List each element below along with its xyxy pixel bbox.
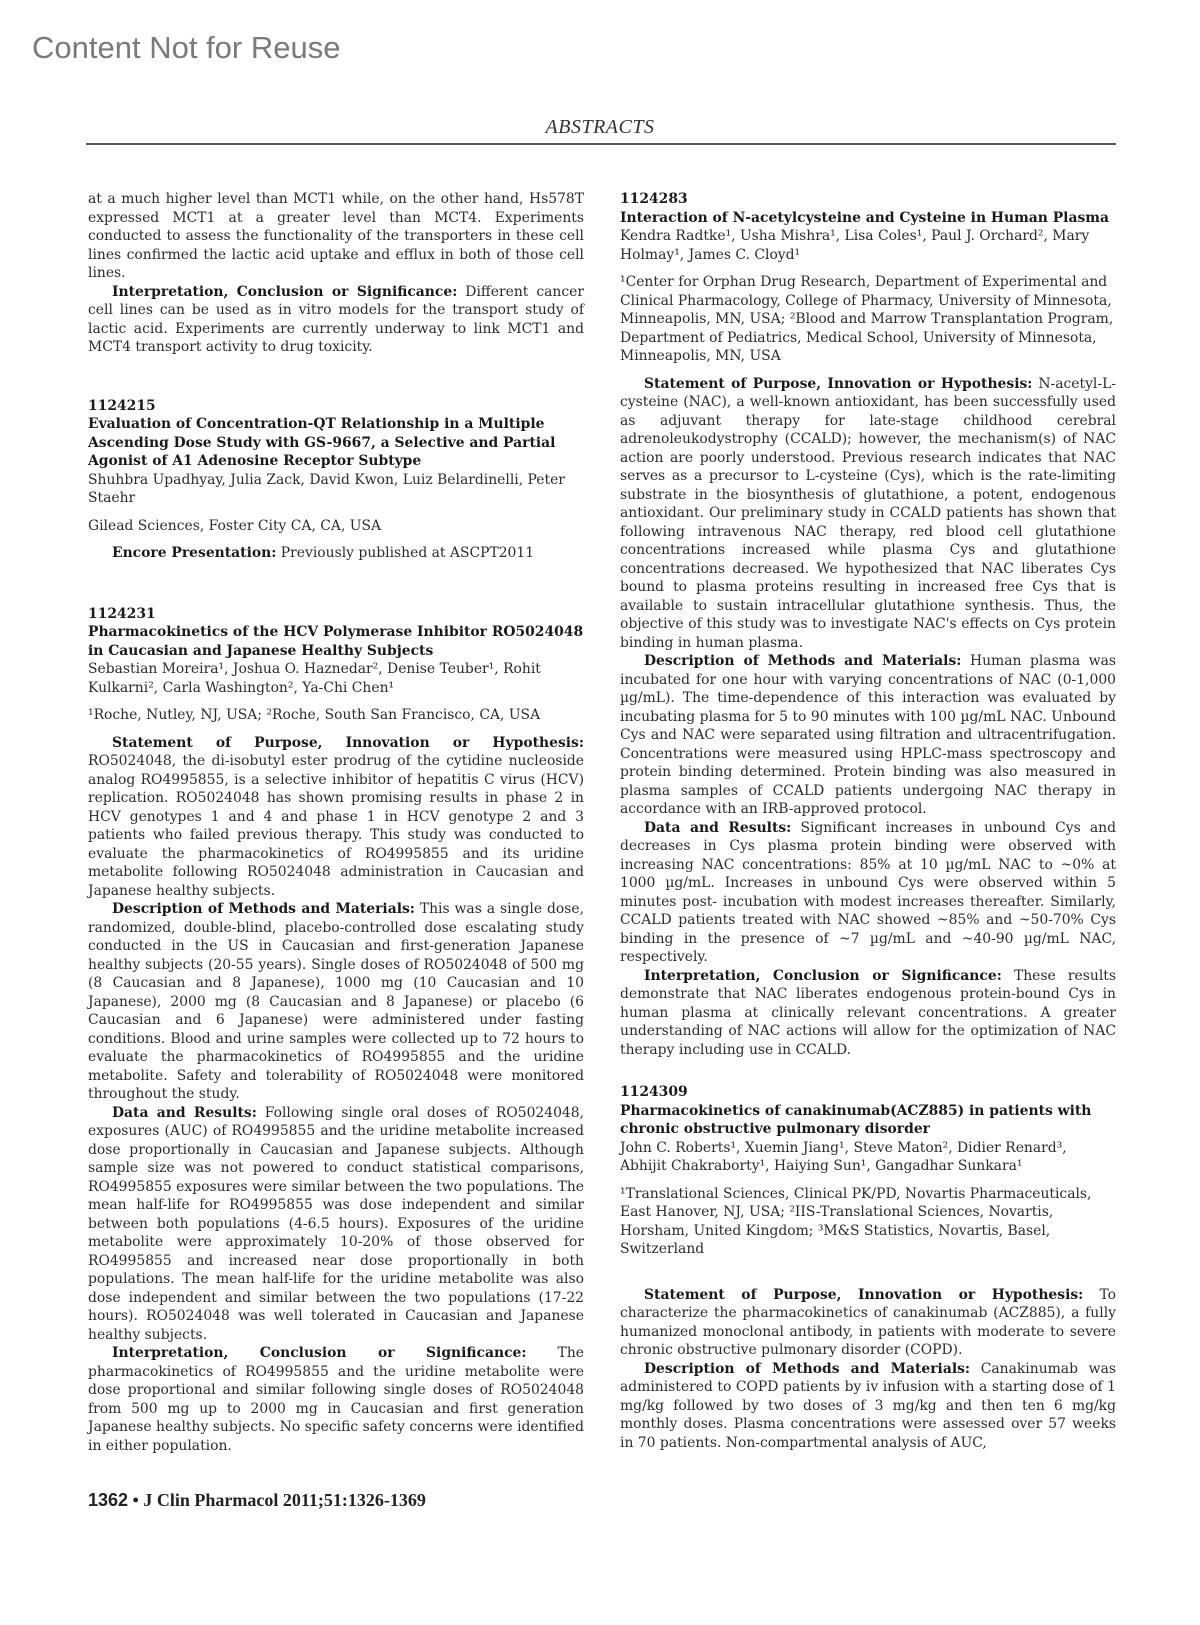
footer-bullet: • [132, 1490, 139, 1510]
section-label: Statement of Purpose, Innovation or Hypothesis: [644, 1286, 1084, 1303]
abstract-1124309 [620, 1083, 1116, 1452]
section-text: This was a single dose, randomized, double-blind, placebo-controlled dose escalating study conducted in the US in Caucasian and first-generation Japanese healthy subjects (20-55 years). Single doses of RO5024048 of 500 mg (8 Caucasian and 8 Japanese), 1000 mg (10 Caucasian and 10 Japanese), 2000 mg (8 Caucasian and 8 Japanese) or placebo (6 Caucasian and 6 Japanese) were administered under fasting conditions. Blood and urine samples were collected up to 72 hours to evaluate the pharmacokinetics of RO4995855 and the uridine metabolite. Safety and tolerability of RO5024048 were monitored throughout the study. [88, 901, 584, 1102]
section-label: Statement of Purpose, Innovation or Hypothesis: [112, 734, 584, 751]
abstract-id: 1124231 [88, 605, 156, 622]
abstract-id: 1124309 [620, 1084, 688, 1100]
abstract-1124231 [88, 605, 584, 1456]
abstract-affiliation: ¹Roche, Nutley, NJ, USA; ²Roche, South San Francisco, CA, USA [88, 707, 541, 723]
methods-section [88, 900, 584, 1104]
section-text: Following single oral doses of RO5024048, exposures (AUC) of RO4995855 and the uridine metabolite increased dose proportionally in Caucasian and Japanese subjects. Although sample size was not powered to conduct statistical comparisons, RO4995855 exposures were similar between the two populations. The mean half-life for RO4995855 was dose independent and similar between both populations (4-6.5 hours). Exposures of the uridine metabolite were approximately 10-20% of those observed for RO4995855 and increased near dose proportionally in both populations. The mean half-life for the uridine metabolite was also dose independent and similar between the two populations (17-22 hours). RO5024048 was well tolerated in Caucasian and Japanese healthy subjects. [88, 1104, 585, 1343]
abstract-affiliation: Gilead Sciences, Foster City CA, CA, USA [88, 517, 382, 534]
abstract-authors: Kendra Radtke¹, Usha Mishra¹, Lisa Coles¹, Paul J. Orchard², Mary Holmay¹, James C. Cloyd¹ [620, 228, 1090, 263]
section-text: Different cancer cell lines can be used as in vitro models for the transport study of lactic acid. Experiments are currently underway to link MCT1 and MCT4 transport activity to drug toxicity. [88, 283, 584, 355]
methods-section [620, 1360, 1116, 1453]
abstract-title: Interaction of N-acetylcysteine and Cysteine in Human Plasma [620, 209, 1109, 226]
abstract-title: Evaluation of Concentration-QT Relationship in a Multiple Ascending Dose Study with GS-9667, a Selective and Partial Agonist of A1 Adenosine Receptor Subtype [88, 416, 556, 469]
left-column [88, 190, 584, 1455]
continued-interpretation [88, 283, 584, 357]
results-section [620, 819, 1116, 967]
abstract-title: Pharmacokinetics of canakinumab(ACZ885) in patients with chronic obstructive pulmonary disorder [620, 1102, 1092, 1137]
section-text: To characterize the pharmacokinetics of canakinumab (ACZ885), a fully humanized monoclonal antibody, in patients with moderate to severe chronic obstructive pulmonary disorder (COPD). [620, 1286, 1116, 1358]
results-section [88, 1104, 584, 1345]
section-label: Data and Results: [644, 819, 792, 836]
abstract-affiliation: ¹Center for Orphan Drug Research, Department of Experimental and Clinical Pharmacology, College of Pharmacy, University of Minnesota, Minneapolis, MN, USA; ²Blood and Marrow Transplantation Program, Department of Pediatrics, Medical School, University of Minnesota, Minneapolis, MN, USA [620, 274, 1114, 364]
abstract-id: 1124215 [88, 397, 156, 414]
abstract-1124215 [88, 397, 584, 563]
running-head: ABSTRACTS [545, 116, 655, 138]
section-label: Description of Methods and Materials: [112, 901, 415, 917]
abstract-authors: Shuhbra Upadhyay, Julia Zack, David Kwon, Luiz Belardinelli, Peter Staehr [88, 471, 565, 506]
section-text: Previously published at ASCPT2011 [276, 545, 535, 561]
page-footer [88, 1490, 426, 1511]
section-text: Canakinumab was administered to COPD patients by iv infusion with a starting dose of 1 mg/kg followed by two doses of 3 mg/kg and then ten 6 mg/kg monthly doses. Plasma concentrations were assessed over 57 weeks in 70 patients. Non-compartmental analysis of AUC, [620, 1360, 1116, 1451]
abstract-authors: John C. Roberts¹, Xuemin Jiang¹, Steve Maton², Didier Renard³, Abhijit Chakraborty¹, Haiying Sun¹, Gangadhar Sunkara¹ [620, 1139, 1067, 1174]
watermark: Content Not for Reuse [32, 30, 341, 65]
section-label: Interpretation, Conclusion or Significance: [112, 1345, 527, 1361]
right-column [620, 190, 1116, 1452]
section-label: Interpretation, Conclusion or Significance: [644, 967, 1002, 984]
section-text: Significant increases in unbound Cys and decreases in Cys plasma protein binding were observed with increasing NAC concentrations: 85% at 10 µg/mL NAC to ~0% at 1000 µg/mL. Increases in unbound Cys were observed within 5 minutes post- incubation with modest increases thereafter. Similarly, CCALD patients treated with NAC showed ~85% and ~50-70% Cys binding in the presence of ~7 µg/mL and ~40-90 µg/mL NAC, respectively. [620, 819, 1116, 965]
page-number: 1362 [88, 1490, 129, 1510]
section-label: Statement of Purpose, Innovation or Hypothesis: [644, 375, 1033, 392]
interpretation-section [620, 967, 1116, 1060]
section-label: Encore Presentation: [112, 545, 277, 561]
interpretation-section [88, 1344, 584, 1455]
section-label: Data and Results: [112, 1104, 257, 1121]
abstract-id: 1124283 [620, 191, 688, 207]
abstract-title: Pharmacokinetics of the HCV Polymerase Inhibitor RO5024048 in Caucasian and Japanese Healthy Subjects [88, 624, 584, 659]
section-label: Description of Methods and Materials: [644, 653, 962, 669]
section-text: Human plasma was incubated for one hour with varying concentrations of NAC (0-1,000 µg/mL). The time-dependence of this interaction was evaluated by incubating plasma for 5 to 90 minutes with 100 µg/mL NAC. Unbound Cys and NAC were separated using filtration and ultracentrifugation. Concentrations were measured using HPLC-mass spectroscopy and protein binding determined. Protein binding was also measured in plasma samples of CCALD patients undergoing NAC therapy in accordance with an IRB-approved protocol. [620, 653, 1117, 817]
purpose-section [88, 734, 584, 901]
encore-presentation [88, 544, 584, 563]
methods-section [620, 652, 1116, 819]
section-text: The pharmacokinetics of RO4995855 and the uridine metabolite were dose proportional and similar following single doses of RO5024048 from 500 mg up to 2000 mg in Caucasian and first generation Japanese healthy subjects. No specific safety concerns were identified in either population. [88, 1345, 584, 1454]
purpose-section [620, 375, 1116, 653]
abstract-affiliation: ¹Translational Sciences, Clinical PK/PD, Novartis Pharmaceuticals, East Hanover, NJ, USA; ²IIS-Translational Sciences, Novartis, Horsham, United Kingdom; ³M&S Statistics, Novartis, Basel, Switzerland [620, 1185, 1092, 1257]
section-text: These results demonstrate that NAC liberates endogenous protein-bound Cys in human plasma at clinically relevant concentrations. A greater understanding of NAC actions will allow for the optimization of NAC therapy including use in CCALD. [620, 967, 1116, 1058]
continued-paragraph: at a much higher level than MCT1 while, on the other hand, Hs578T expressed MCT1 at a greater level than MCT4. Experiments conducted to assess the functionality of the transporters in these cell lines confirmed the lactic acid uptake and efflux in both of those cell lines. [88, 191, 584, 281]
section-text: RO5024048, the di-isobutyl ester prodrug of the cytidine nucleoside analog RO4995855, is a selective inhibitor of hepatitis C virus (HCV) replication. RO5024048 has shown promising results in phase 2 in HCV genotypes 1 and 4 and phase 1 in HCV genotype 2 and 3 patients who failed previous therapy. This study was conducted to evaluate the pharmacokinetics of RO4995855 and its uridine metabolite following RO5024048 administration in Caucasian and Japanese healthy subjects. [88, 753, 584, 899]
purpose-section [620, 1286, 1116, 1360]
section-text: N-acetyl-L-cysteine (NAC), a well-known antioxidant, has been successfully used as adjuvant therapy for late-stage childhood cerebral adrenoleukodystrophy (CCALD); however, the mechanism(s) of NAC action are poorly understood. Previous research indicates that NAC serves as a precursor to L-cysteine (Cys), which is the rate-limiting substrate in the biosynthesis of glutathione, a potent, endogenous antioxidant. Our preliminary study in CCALD patients has shown that following intravenous NAC therapy, red blood cell glutathione concentrations increased while plasma Cys and glutathione concentrations decreased. We hypothesized that NAC liberates Cys bound to plasma proteins resulting in increased free Cys that is available to sustain intracellular glutathione synthesis. Thus, the objective of this study was to investigate NAC's effects on Cys protein binding in human plasma. [620, 375, 1116, 651]
journal-citation: J Clin Pharmacol 2011;51:1326-1369 [143, 1490, 426, 1510]
abstract-1124283 [620, 190, 1116, 1059]
section-label: Interpretation, Conclusion or Significance: [112, 283, 458, 300]
abstract-authors: Sebastian Moreira¹, Joshua O. Haznedar², Denise Teuber¹, Rohit Kulkarni², Carla Washington², Ya-Chi Chen¹ [88, 661, 541, 696]
header-rule [86, 143, 1116, 145]
section-label: Description of Methods and Materials: [644, 1360, 971, 1377]
